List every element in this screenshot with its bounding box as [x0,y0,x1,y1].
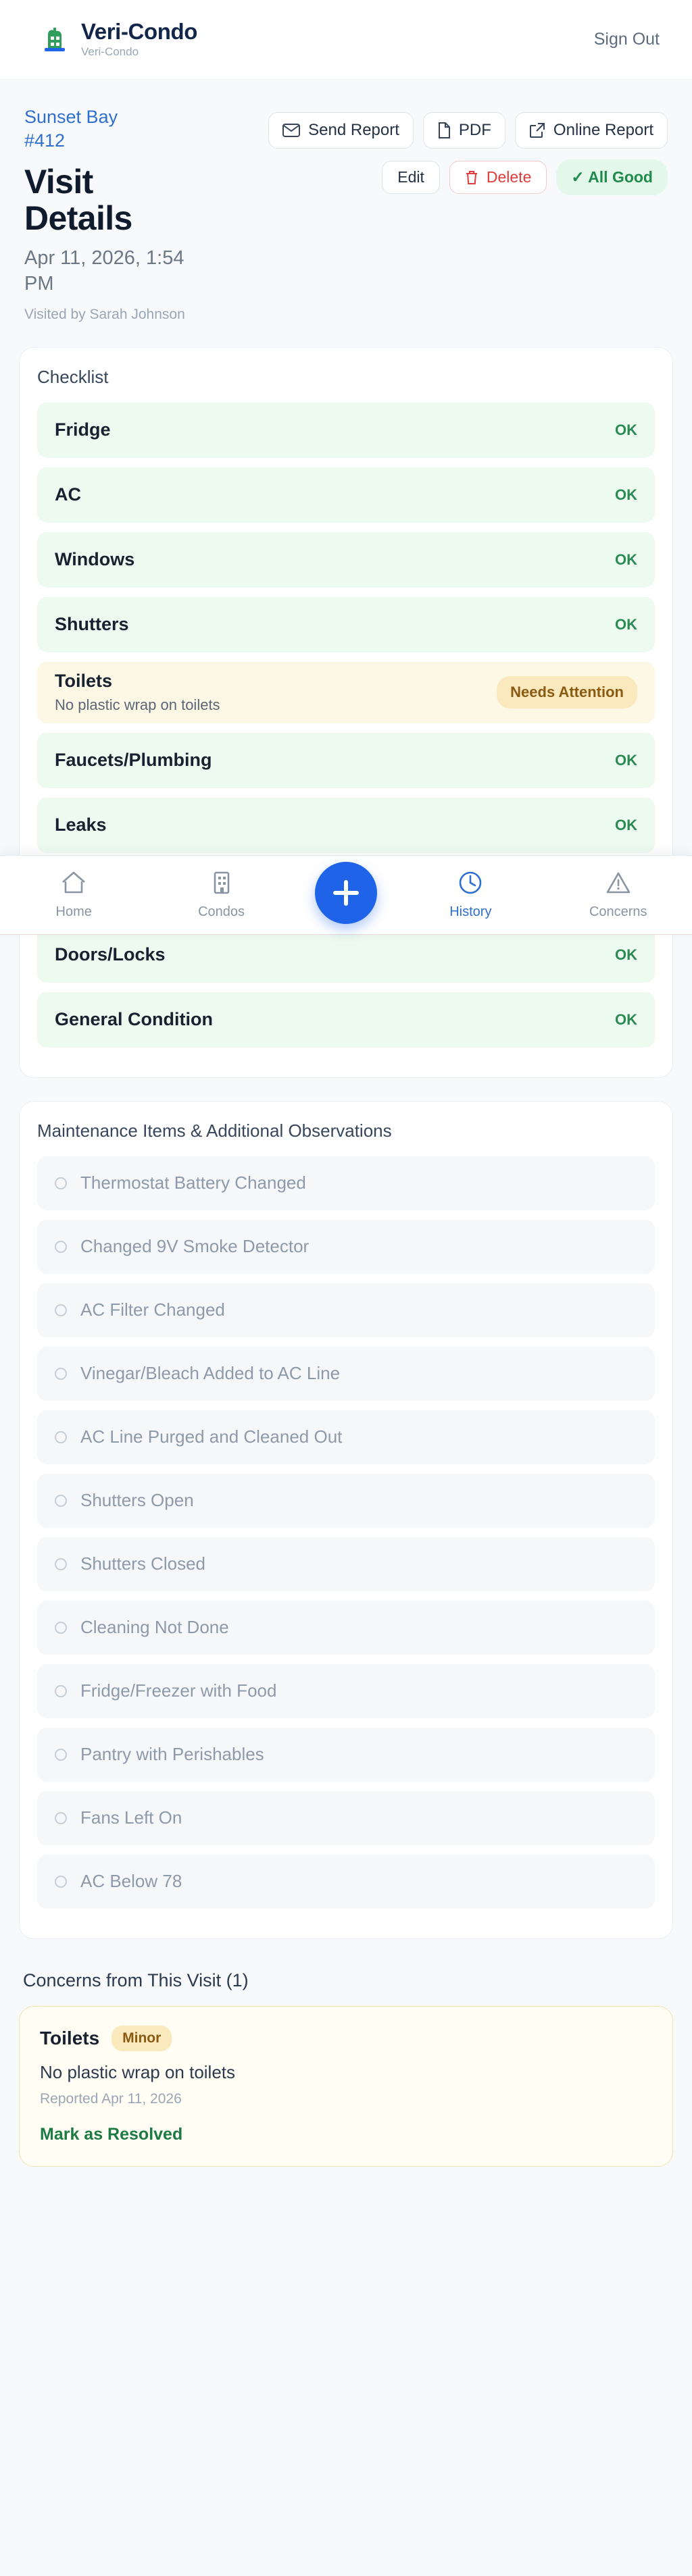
tab-concerns[interactable] [564,870,672,920]
checklist-row-text [55,671,220,714]
checklist-row[interactable] [37,733,655,788]
online-report-button[interactable] [515,112,668,149]
checklist-status-ok: OK [615,751,637,769]
visit-header-actions [193,105,668,195]
checklist-row-text [55,615,129,635]
external-link-icon [529,122,545,138]
maintenance-item-label: AC Below 78 [80,1871,182,1892]
tab-condos[interactable] [168,870,276,920]
mail-icon [282,124,300,137]
concern-description: No plastic wrap on toilets [40,2061,236,2082]
send-report-label: Send Report [308,121,399,139]
maintenance-row[interactable] [37,1410,655,1464]
checkbox-icon[interactable] [55,1812,67,1824]
maintenance-item-label: Vinegar/Bleach Added to AC Line [80,1363,341,1384]
trash-icon [465,170,478,185]
checklist-item-name: Leaks [55,815,107,835]
checklist-row[interactable] [37,798,655,853]
maintenance-row[interactable] [37,1791,655,1845]
maintenance-row[interactable] [37,1855,655,1909]
maintenance-row[interactable] [37,1664,655,1718]
concern-reported-date: Reported Apr 11, 2026 [40,2090,182,2107]
checklist-row-text [55,485,81,505]
maintenance-title: Maintenance Items & Additional Observations [37,1120,392,1141]
tab-home-label: Home [55,904,92,919]
checkbox-icon[interactable] [55,1177,67,1189]
checkbox-icon[interactable] [55,1876,67,1888]
checklist-row[interactable] [37,597,655,652]
checklist-row-text [55,815,107,835]
checkbox-icon[interactable] [55,1368,67,1380]
document-icon [437,122,451,138]
maintenance-item-label: Thermostat Battery Changed [80,1173,306,1193]
checklist-row-text [55,945,166,965]
checkbox-icon[interactable] [55,1241,67,1253]
checklist-row[interactable] [37,467,655,523]
online-report-label: Online Report [553,121,653,139]
send-report-button[interactable] [268,112,414,149]
concern-card[interactable] [19,2006,673,2167]
checklist-item-name: Shutters [55,614,129,635]
maintenance-row[interactable] [37,1283,655,1337]
checkbox-icon[interactable] [55,1685,67,1697]
bottom-spacer [0,2167,692,2248]
building-icon [209,870,234,899]
maintenance-row[interactable] [37,1537,655,1591]
bottom-tab-bar [0,855,692,935]
maintenance-rows [37,1156,655,1909]
checklist-status-ok: OK [615,1010,637,1028]
checklist-card [19,347,673,1078]
checklist-status-ok: OK [615,486,637,503]
mark-resolved-button[interactable]: Mark as Resolved [40,2124,183,2144]
checklist-item-note: No plastic wrap on toilets [55,696,220,713]
maintenance-row[interactable] [37,1220,655,1274]
status-badge: ✓ All Good [556,159,668,195]
concern-severity-badge: Minor [112,2026,172,2051]
top-bar [0,0,692,80]
maintenance-item-label: Fans Left On [80,1807,182,1828]
maintenance-item-label: Shutters Closed [80,1553,205,1574]
home-icon [60,870,87,899]
checklist-item-name: General Condition [55,1009,214,1030]
primary-action-row [268,112,668,149]
checklist-item-name: Fridge [55,419,111,440]
concern-title: Toilets [40,2027,100,2049]
delete-button[interactable] [449,161,547,194]
checklist-row[interactable] [37,662,655,723]
checkbox-icon[interactable] [55,1622,67,1634]
visit-header-left [24,105,187,324]
checklist-row[interactable] [37,927,655,983]
condo-name: Sunset Bay [24,107,118,127]
maintenance-row[interactable] [37,1156,655,1210]
tab-history[interactable] [416,870,524,920]
maintenance-row[interactable] [37,1474,655,1528]
checklist-status-ok: OK [615,615,637,633]
checklist-attention-badge: Needs Attention [497,676,637,709]
checklist-status-ok: OK [615,816,637,833]
clock-icon [458,870,483,899]
page-title: Visit Details [24,163,132,238]
checklist-row-text [55,550,134,570]
tab-condos-label: Condos [198,904,245,919]
edit-label: Edit [397,168,424,186]
tab-concerns-label: Concerns [589,904,647,919]
checkbox-icon[interactable] [55,1558,67,1570]
checklist-title: Checklist [37,366,109,387]
checklist-row-text [55,750,212,771]
checklist-row[interactable] [37,532,655,588]
tab-home[interactable] [20,870,128,920]
concern-header [40,2026,652,2051]
checklist-item-name: AC [55,484,81,505]
brand[interactable] [39,20,197,59]
maintenance-item-label: AC Filter Changed [80,1299,225,1320]
delete-label: Delete [486,168,532,186]
checkbox-icon[interactable] [55,1495,67,1507]
visit-header [0,80,692,324]
edit-button[interactable] [382,161,440,194]
maintenance-item-label: Shutters Open [80,1490,194,1511]
pdf-label: PDF [458,121,491,139]
checklist-item-name: Doors/Locks [55,944,166,965]
checklist-row-text [55,1010,213,1030]
maintenance-item-label: Pantry with Perishables [80,1744,264,1765]
checkbox-icon[interactable] [55,1304,67,1316]
condo-unit: #412 [24,130,66,151]
sign-out-link[interactable]: Sign Out [593,30,660,49]
checklist-status-ok: OK [615,550,637,568]
visit-inspector: Visited by Sarah Johnson [24,306,185,322]
checkbox-icon[interactable] [55,1431,67,1443]
pdf-button[interactable] [423,112,505,149]
maintenance-card [19,1101,673,1939]
tab-history-label: History [449,904,492,919]
checklist-rows [37,403,655,1048]
brand-title: Veri-Condo [81,19,198,45]
maintenance-item-label: Changed 9V Smoke Detector [80,1236,310,1257]
logo-icon [39,24,70,55]
plus-icon [315,862,377,924]
checklist-item-name: Faucets/Plumbing [55,750,212,771]
brand-subtitle: Veri-Condo [81,45,139,59]
add-visit-button[interactable] [315,866,377,924]
checklist-row-text [55,420,111,440]
concerns-list [0,2006,692,2167]
checklist-row[interactable] [37,992,655,1048]
warning-icon [605,870,632,899]
checklist-row[interactable] [37,403,655,458]
maintenance-item-label: Cleaning Not Done [80,1617,229,1638]
maintenance-row[interactable] [37,1601,655,1655]
concerns-heading: Concerns from This Visit (1) [23,1969,249,1990]
checklist-status-ok: OK [615,946,637,963]
maintenance-item-label: AC Line Purged and Cleaned Out [80,1426,343,1447]
maintenance-row[interactable] [37,1347,655,1401]
maintenance-row[interactable] [37,1728,655,1782]
checklist-item-name: Windows [55,549,135,570]
secondary-action-row [382,159,668,195]
visit-date: Apr 11, 2026, 1:54 PM [24,247,184,294]
maintenance-item-label: Fridge/Freezer with Food [80,1680,277,1701]
checklist-status-ok: OK [615,421,637,438]
condo-link[interactable] [24,105,187,153]
checklist-item-name: Toilets [55,670,113,691]
checkbox-icon[interactable] [55,1749,67,1761]
